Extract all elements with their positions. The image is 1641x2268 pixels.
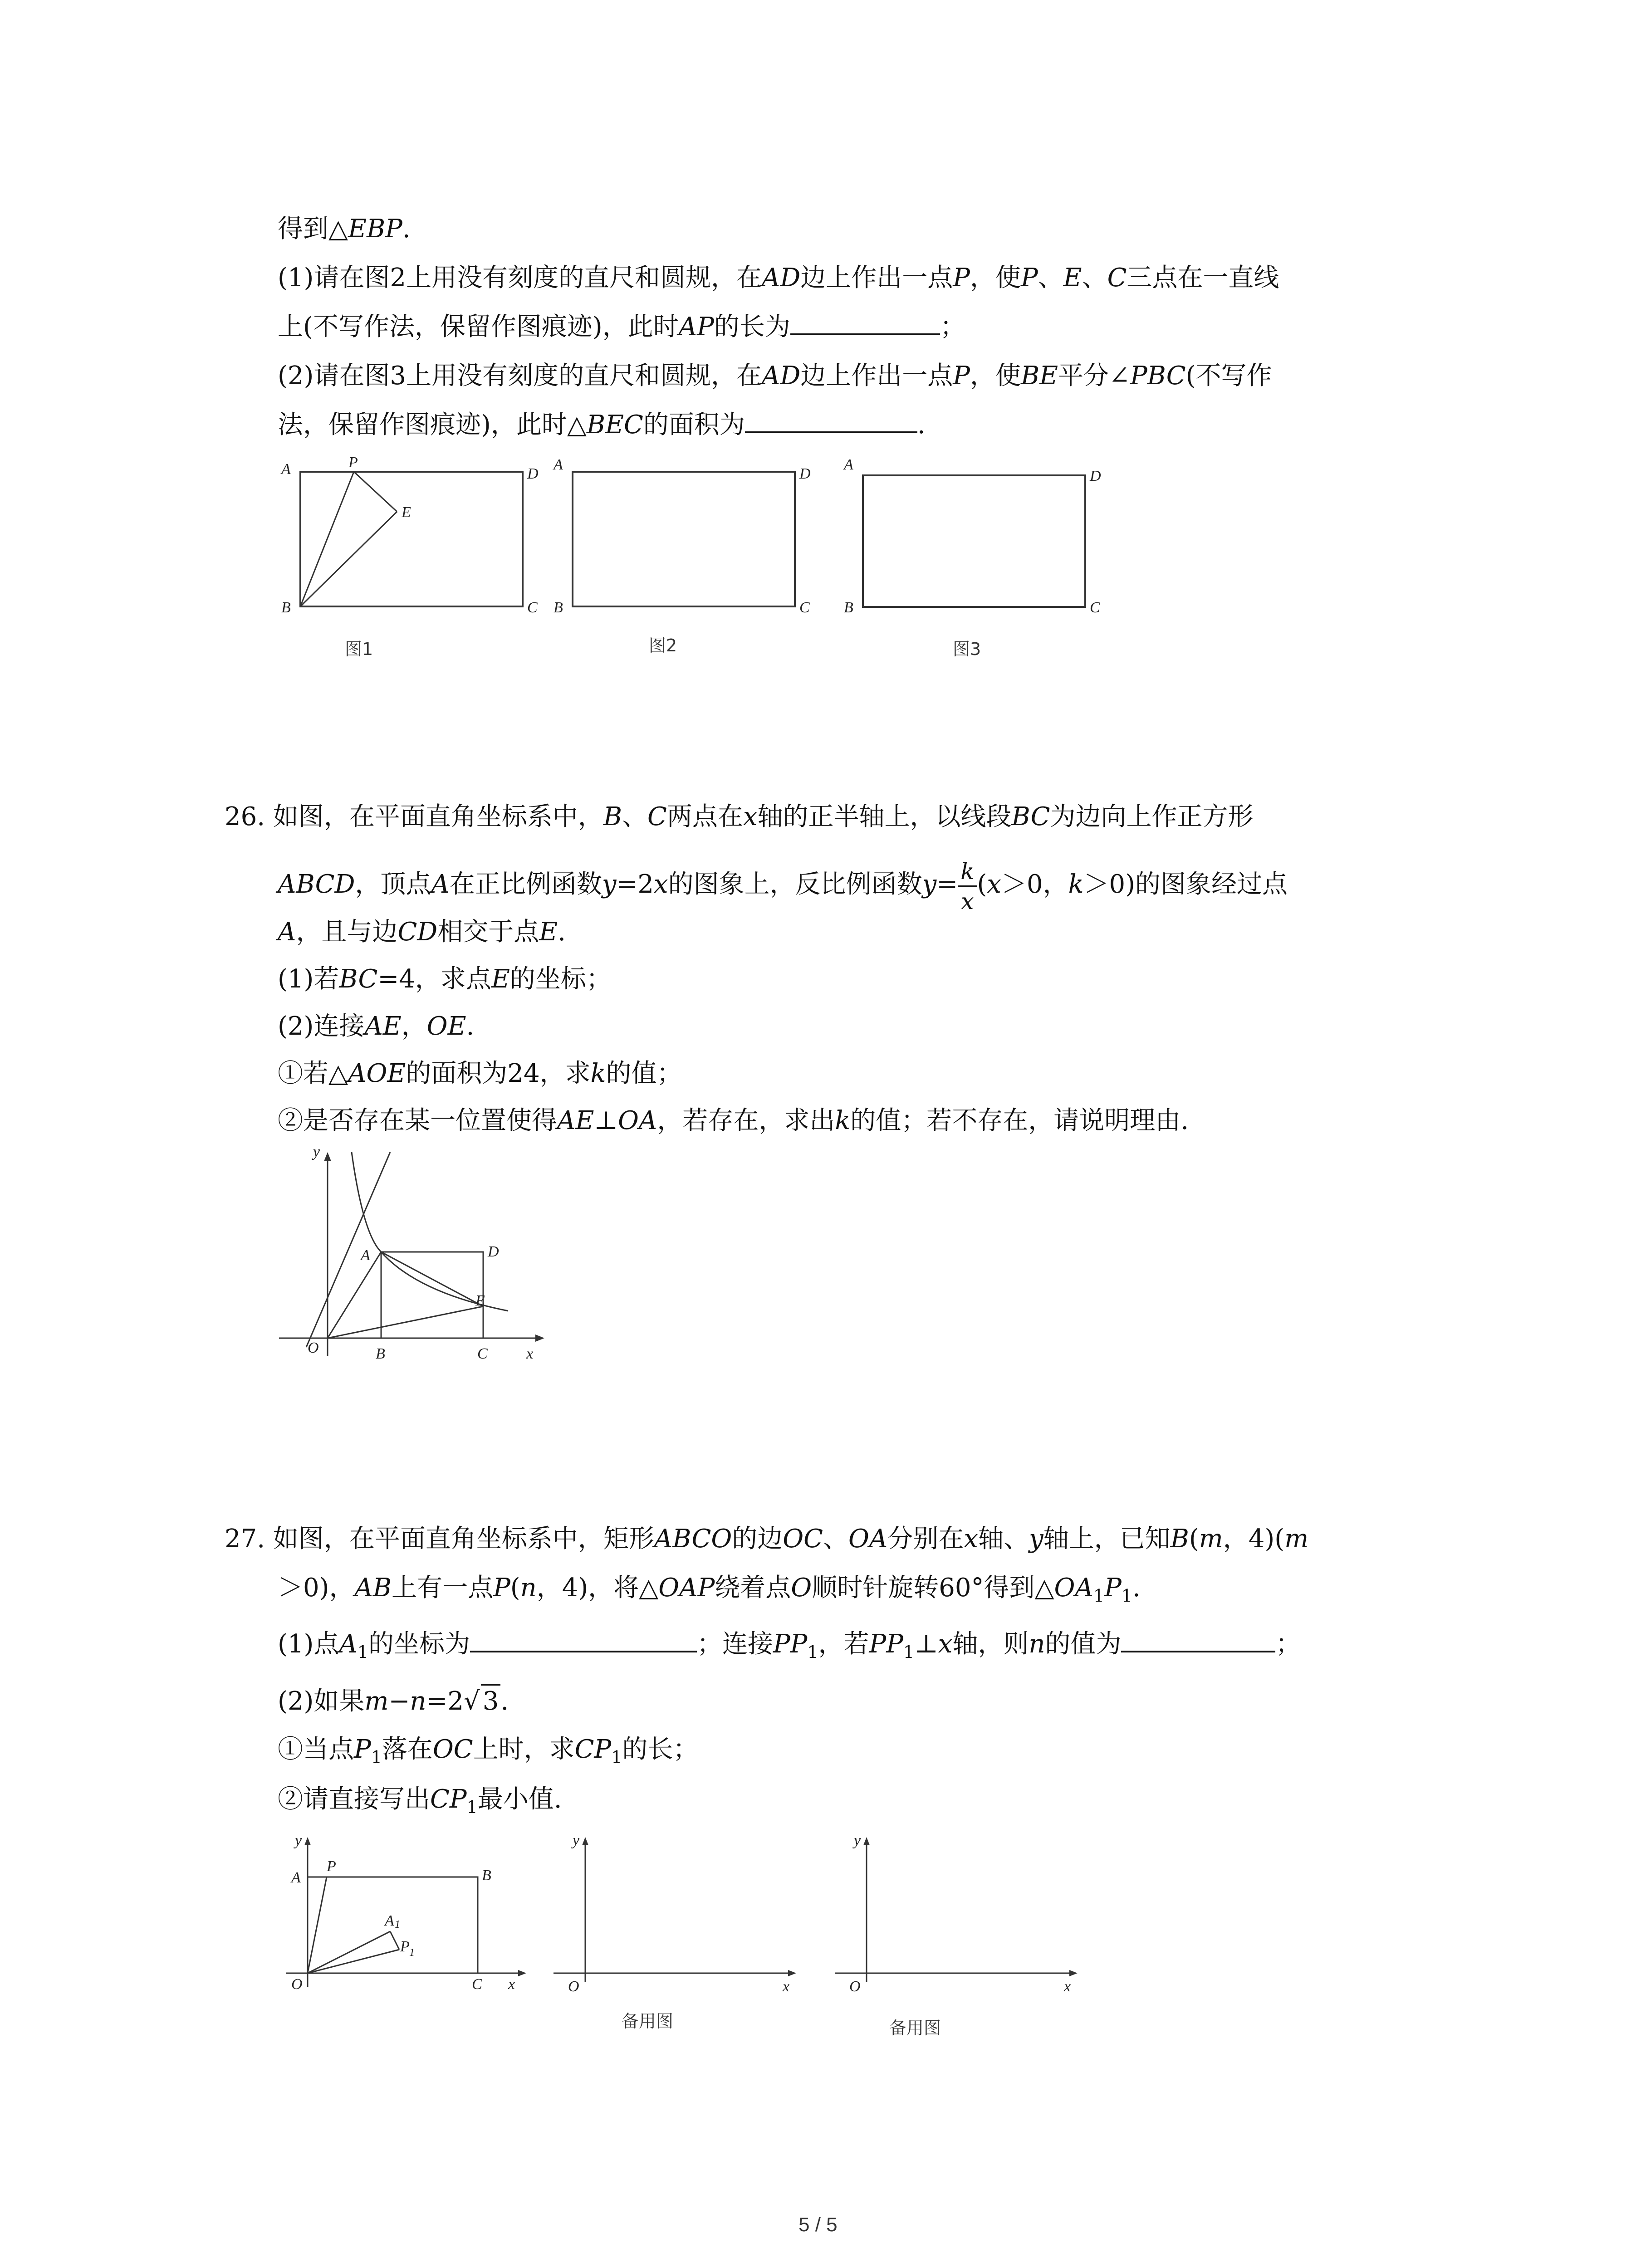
label-o: O (849, 1978, 861, 1995)
q27-line-4 (278, 1684, 509, 1717)
text: 上时，求 (473, 1735, 575, 1764)
text: (2)连接 (278, 1012, 365, 1041)
label-c: C (527, 599, 538, 616)
text: ，若 (818, 1629, 869, 1659)
q25-part2-line-1 (278, 360, 1272, 392)
q26-line-2 (278, 853, 1288, 916)
label-o: O (291, 1976, 303, 1993)
text: 相交于点 (437, 917, 539, 947)
x-axis-arrow-icon (535, 1334, 544, 1342)
caption-fig2: 图2 (649, 635, 677, 655)
text: 的值；若不存在，请说明理由. (850, 1106, 1189, 1135)
text: 得到△ (278, 214, 348, 244)
q27-figure-main (281, 1833, 535, 2005)
text: OA (618, 1106, 657, 1135)
y-axis-arrow-icon (582, 1837, 588, 1845)
text: PP (773, 1629, 808, 1659)
rect-abcd (573, 472, 795, 606)
q26-line-3 (278, 916, 566, 948)
label-x: x (526, 1345, 534, 1362)
text: 的图象上，反比例函数 (668, 870, 922, 899)
text: OA (1054, 1573, 1093, 1603)
q26-line-4 (278, 963, 612, 995)
text: =2 (426, 1686, 464, 1716)
text: 三点在一直线 (1127, 263, 1279, 293)
y-axis-arrow-icon (863, 1837, 870, 1845)
label-p1: P (400, 1938, 410, 1955)
text: 27. 如图，在平面直角坐标系中，矩形 (225, 1524, 654, 1554)
segment-oa (328, 1252, 381, 1338)
fraction-k-over-x (958, 857, 977, 915)
rect-abcd (863, 475, 1085, 607)
q26-figure (272, 1143, 563, 1388)
text: ②请直接写出 (278, 1784, 430, 1814)
text: 的面积为 (643, 410, 745, 440)
text: . (402, 214, 411, 244)
text: ； (1275, 1629, 1301, 1659)
label-a: A (844, 456, 853, 473)
text: . (466, 1012, 475, 1041)
caption-spare-2: 备用图 (889, 2018, 941, 2038)
text: k (590, 1059, 606, 1088)
label-x: x (1064, 1978, 1071, 1995)
text: BC (339, 964, 378, 994)
label-b: B (554, 599, 563, 616)
text: PP (869, 1629, 903, 1659)
text: 边上作出一点 (800, 263, 953, 293)
text: ，若存在，求出 (657, 1106, 835, 1135)
text: x (654, 870, 668, 899)
label-a1: A (385, 1912, 394, 1929)
text: 上(不写作法，保留作图痕迹)，此时 (278, 312, 679, 342)
text: ， (401, 1012, 427, 1041)
text: 、 (622, 802, 648, 831)
label-e: E (475, 1292, 485, 1309)
text: 的长为 (714, 312, 790, 342)
text: ( (510, 1573, 520, 1603)
q25-part1-line-1 (278, 262, 1279, 294)
label-c: C (1090, 599, 1100, 616)
q27-line-1 (225, 1523, 1308, 1555)
label-e: E (402, 504, 411, 521)
text: (1)请在图2上用没有刻度的直尺和圆规，在 (278, 263, 762, 293)
text: 的值为 (1045, 1629, 1122, 1659)
text: k (1068, 870, 1084, 899)
text: ①当点 (278, 1735, 354, 1764)
segment-oa1 (308, 1931, 390, 1973)
text: AE (364, 1012, 402, 1041)
sqrt-radicand: 3 (481, 1684, 501, 1717)
label-b: B (281, 599, 291, 616)
text: ，使 (970, 263, 1021, 293)
text: x (987, 870, 1001, 899)
answer-blank-a1[interactable] (470, 1631, 697, 1652)
text: BE (1020, 361, 1058, 391)
text: 的面积为24，求 (406, 1059, 591, 1088)
segment-op1 (308, 1950, 399, 1973)
text: 顺时针旋转60°得到△ (812, 1573, 1054, 1603)
text: O (791, 1573, 812, 1603)
label-a: A (281, 461, 291, 478)
text: 轴上，已知 (1043, 1524, 1171, 1554)
text: 轴、 (978, 1524, 1029, 1554)
text: B (603, 802, 622, 831)
label-a: A (291, 1869, 301, 1886)
text: 的边 (732, 1524, 783, 1554)
label-a1-sub: 1 (395, 1919, 400, 1931)
q25-figure-3 (835, 454, 1107, 635)
answer-blank-area[interactable] (745, 411, 917, 433)
subscript: 1 (466, 1797, 478, 1817)
text: x (964, 1524, 978, 1554)
text: P (953, 361, 970, 391)
text: E (539, 917, 558, 947)
text: AP (678, 312, 714, 342)
text: ； (940, 312, 965, 342)
label-d: D (1090, 468, 1101, 484)
text: x (938, 1629, 953, 1659)
x-axis-arrow-icon (518, 1970, 526, 1976)
text: m (1199, 1524, 1223, 1554)
q25-line-0 (278, 213, 411, 245)
label-d: D (488, 1243, 499, 1260)
text: P (1104, 1573, 1122, 1603)
text: =4，求点 (377, 964, 491, 994)
label-x: x (783, 1978, 790, 1995)
q25-part1-line-2 (278, 311, 965, 343)
q25-part2-line-2 (278, 409, 926, 441)
q25-figure-1 (272, 454, 539, 635)
text: . (558, 917, 566, 947)
fraction-numerator: k (958, 857, 977, 887)
text: ＞0)的图象经过点 (1083, 870, 1288, 899)
label-o: O (568, 1978, 579, 1995)
segment-bp (300, 472, 354, 606)
text: 、 (1082, 263, 1107, 293)
q26-line-6 (278, 1058, 682, 1090)
label-y: y (295, 1832, 302, 1849)
segment-be (300, 512, 397, 606)
text: y (602, 870, 617, 899)
label-p: P (348, 454, 358, 471)
text: m (364, 1686, 389, 1716)
text: n (1029, 1629, 1045, 1659)
text: (不写作 (1185, 361, 1272, 391)
text: 分别在 (887, 1524, 964, 1554)
text: x (743, 802, 758, 831)
text: 、 (823, 1524, 849, 1554)
text: OE (426, 1012, 466, 1041)
subscript: 1 (357, 1642, 368, 1662)
label-x: x (508, 1976, 515, 1993)
text: A (339, 1629, 358, 1659)
x-axis-arrow-icon (1069, 1970, 1078, 1976)
subscript: 1 (611, 1747, 622, 1767)
label-c: C (477, 1345, 488, 1362)
text: BEC (586, 410, 643, 440)
text: A (278, 917, 296, 947)
text: 平分∠ (1058, 361, 1130, 391)
q27-figure-spare-1 (544, 1833, 808, 2005)
rect-abcd (300, 472, 523, 606)
text: (1)点 (278, 1629, 339, 1659)
label-o: O (308, 1339, 319, 1356)
segment-a1p1 (390, 1931, 399, 1950)
hyperbola-y-k-over-x (352, 1152, 508, 1311)
text: 边上作出一点 (800, 361, 953, 391)
q27-line-3 (278, 1628, 1301, 1668)
text: 的值； (606, 1059, 682, 1088)
subscript: 1 (371, 1747, 382, 1767)
text: CP (430, 1784, 467, 1814)
x-axis-arrow-icon (788, 1970, 796, 1976)
text: 轴的正半轴上，以线段 (757, 802, 1012, 831)
text: B (1170, 1524, 1189, 1554)
text: OC (783, 1524, 823, 1554)
text: E (491, 964, 510, 994)
text: C (1107, 263, 1127, 293)
caption-fig1: 图1 (345, 639, 373, 659)
label-d: D (527, 465, 539, 482)
text: ⊥ (914, 1629, 938, 1659)
text: E (1063, 263, 1082, 293)
text: ，使 (970, 361, 1021, 391)
text: =2 (616, 870, 654, 899)
text: m (1284, 1524, 1309, 1554)
subscript: 1 (903, 1642, 915, 1662)
caption-fig3: 图3 (953, 639, 981, 659)
segment-oe (328, 1306, 483, 1338)
q27-line-2 (278, 1572, 1141, 1612)
q26-line-7 (278, 1105, 1189, 1137)
caption-spare-1: 备用图 (622, 2011, 674, 2031)
segment-pe (354, 472, 397, 512)
text: 在正比例函数 (449, 870, 602, 899)
text: C (647, 802, 667, 831)
text: BC (1011, 802, 1050, 831)
text: 两点在 (666, 802, 743, 831)
text: 最小值. (477, 1784, 562, 1814)
label-b: B (482, 1867, 491, 1884)
label-y: y (573, 1832, 580, 1849)
text: P (493, 1573, 510, 1603)
text: P (1020, 263, 1038, 293)
label-p: P (327, 1858, 336, 1875)
q27-figure-spare-2 (826, 1833, 1089, 2005)
page-number: 5 / 5 (798, 2214, 838, 2236)
answer-blank-n[interactable] (1121, 1631, 1275, 1652)
text: ，顶点 (355, 870, 431, 899)
answer-blank-ap[interactable] (790, 313, 940, 335)
text: ABCO (654, 1524, 732, 1554)
label-y: y (854, 1832, 861, 1849)
text: ，4)，将△ (536, 1573, 659, 1603)
text: 为边向上作正方形 (1050, 802, 1254, 831)
text: AD (761, 361, 801, 391)
text: ＞0)， (278, 1573, 355, 1603)
sqrt-sign-icon: √ (464, 1686, 480, 1716)
label-y: y (313, 1144, 320, 1160)
square-abcd (381, 1252, 483, 1338)
text: 的长； (622, 1735, 699, 1764)
text: 的坐标； (509, 964, 612, 994)
label-b: B (376, 1345, 385, 1362)
text: 的坐标为 (368, 1629, 470, 1659)
text: ，且与边 (296, 917, 398, 947)
text: ；连接 (696, 1629, 773, 1659)
text: k (835, 1106, 851, 1135)
line-y-2x (306, 1152, 390, 1347)
q25-figure-2 (544, 454, 817, 635)
segment-op (308, 1877, 327, 1973)
y-axis-arrow-icon (304, 1837, 311, 1845)
label-d: D (799, 465, 811, 482)
text: − (388, 1686, 410, 1716)
text: CD (397, 917, 438, 947)
text: AB (354, 1573, 392, 1603)
text: ( (977, 870, 987, 899)
text: ( (1189, 1524, 1199, 1554)
text: . (917, 410, 926, 440)
text: OC (432, 1735, 473, 1764)
q27-line-6 (278, 1784, 562, 1823)
text: (1)若 (278, 964, 339, 994)
text: 上有一点 (392, 1573, 494, 1603)
text: P (354, 1735, 371, 1764)
text: AD (761, 263, 801, 293)
label-c: C (472, 1976, 482, 1993)
subscript: 1 (807, 1642, 818, 1662)
text: 法，保留作图痕迹)，此时△ (278, 410, 587, 440)
text: AOE (348, 1059, 406, 1088)
text: n (410, 1686, 426, 1716)
text: y (1029, 1524, 1043, 1554)
text: 绕着点 (715, 1573, 791, 1603)
text: n (520, 1573, 537, 1603)
text: y (922, 870, 937, 899)
label-c: C (799, 599, 810, 616)
text: ①若△ (278, 1059, 348, 1088)
y-axis-arrow-icon (324, 1152, 331, 1161)
label-b: B (844, 599, 853, 616)
text: ②是否存在某一位置使得 (278, 1106, 557, 1135)
q26-line-1 (225, 801, 1254, 833)
text: P (953, 263, 970, 293)
text: . (500, 1686, 509, 1716)
text: 落在 (382, 1735, 433, 1764)
text: A (431, 870, 450, 899)
text: CP (574, 1735, 612, 1764)
text: ，4)( (1223, 1524, 1285, 1554)
subscript: 1 (1121, 1586, 1132, 1606)
text: ＞0， (1001, 870, 1068, 899)
label-a: A (554, 456, 563, 473)
label-a: A (361, 1247, 370, 1264)
text: AE (557, 1106, 594, 1135)
subscript: 1 (1093, 1586, 1105, 1606)
text: OA (848, 1524, 888, 1554)
fraction-denominator: x (961, 888, 974, 914)
text: PBC (1130, 361, 1186, 391)
text: 、 (1038, 263, 1063, 293)
text: 26. 如图，在平面直角坐标系中， (225, 802, 603, 831)
label-p1-sub: 1 (409, 1947, 415, 1959)
text: 轴，则 (952, 1629, 1029, 1659)
text: (2)如果 (278, 1686, 365, 1716)
q26-line-5 (278, 1011, 474, 1042)
text: (2)请在图3上用没有刻度的直尺和圆规，在 (278, 361, 762, 391)
text: ABCD (278, 870, 355, 899)
text: . (1132, 1573, 1141, 1603)
text: EBP (348, 214, 402, 244)
text: OAP (658, 1573, 715, 1603)
text: ⊥ (594, 1106, 618, 1135)
q27-line-5 (278, 1734, 698, 1773)
text: = (936, 870, 958, 899)
segment-ae (381, 1252, 483, 1306)
